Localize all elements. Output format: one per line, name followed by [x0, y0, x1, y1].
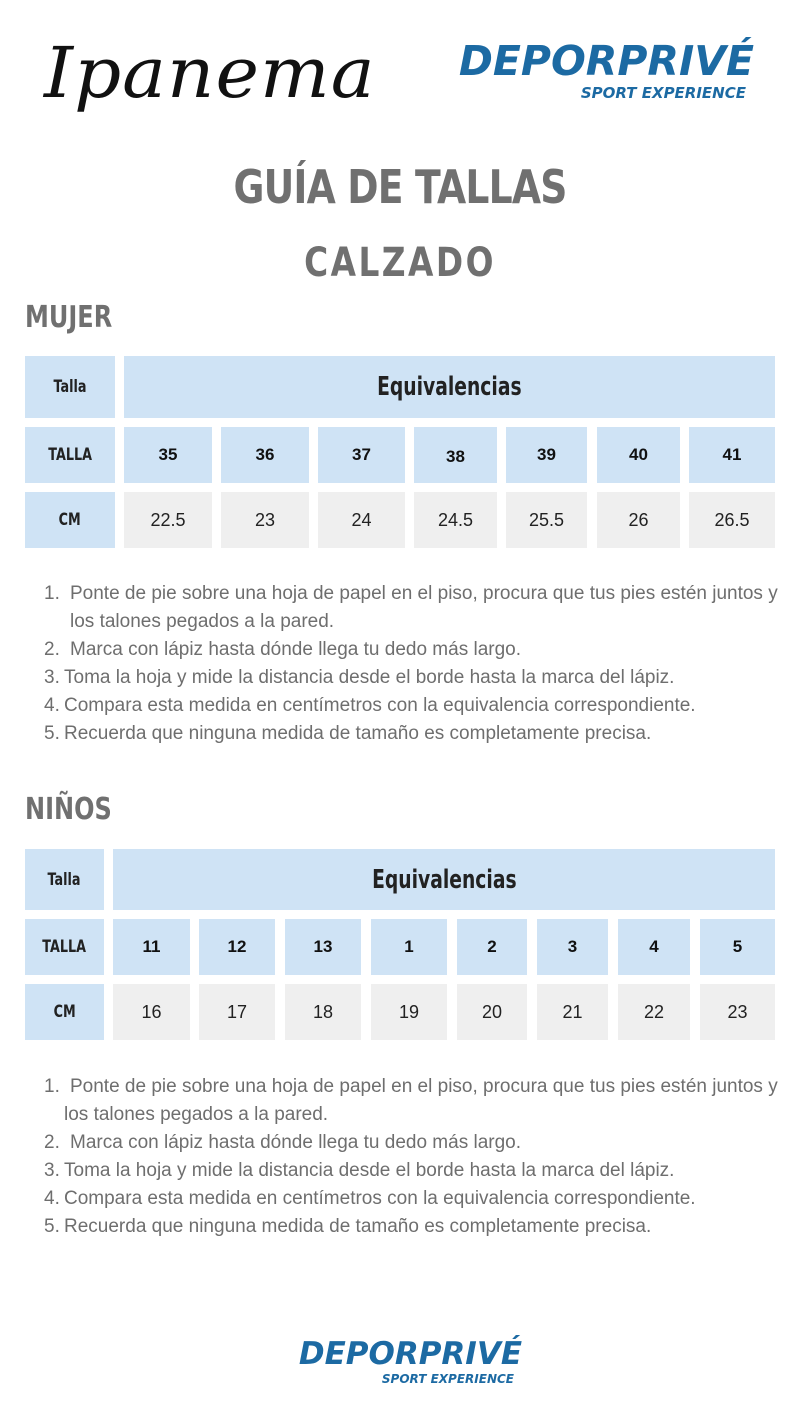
deporprive-wordmark: DEPORPRIVÉ — [458, 37, 754, 85]
section-heading-ninos: NIÑOS — [25, 792, 112, 827]
cm-value: 17 — [226, 1001, 248, 1022]
size-cell — [414, 427, 497, 483]
cm-value: 18 — [312, 1001, 334, 1022]
instruction-number: 1. — [44, 583, 60, 604]
table-header-equivalencias — [124, 356, 775, 418]
page-title: GUÍA DE TALLAS — [233, 160, 567, 214]
instruction-item — [40, 1213, 785, 1241]
cm-value: 23 — [727, 1001, 748, 1022]
cm-value: 23 — [254, 509, 276, 530]
page-subtitle: CALZADO — [304, 240, 496, 286]
cm-cell — [199, 984, 275, 1040]
cm-value: 26.5 — [714, 509, 750, 530]
size-cell — [221, 427, 309, 483]
instruction-item — [40, 1129, 785, 1157]
instruction-item — [40, 720, 785, 748]
row-label-cm-text: CM — [53, 1002, 76, 1022]
size-cell — [285, 919, 361, 975]
cm-cell — [371, 984, 447, 1040]
size-value: 1 — [404, 937, 414, 956]
equivalencias-header-label: Equivalencias — [377, 372, 522, 402]
cm-cell — [113, 984, 190, 1040]
cm-cell — [318, 492, 405, 548]
size-value: 40 — [629, 445, 648, 464]
deporprive-logo-top — [432, 38, 754, 102]
size-cell — [124, 427, 212, 483]
cm-value: 26 — [628, 509, 649, 530]
cm-cell — [700, 984, 775, 1040]
row-label-talla-text: TALLA — [42, 937, 87, 957]
cm-cell — [285, 984, 361, 1040]
instruction-item — [40, 692, 785, 720]
instruction-number: 2. — [44, 639, 60, 660]
instruction-number: 4. — [44, 1188, 60, 1209]
size-value: 11 — [142, 937, 161, 956]
instruction-number: 1. — [44, 1076, 60, 1097]
instructions-ninos — [40, 1073, 785, 1241]
instruction-number: 5. — [44, 1216, 60, 1237]
cm-value: 21 — [562, 1001, 583, 1022]
instruction-number: 5. — [44, 723, 60, 744]
instruction-text: Ponte de pie sobre una hoja de papel en el piso, procura que tus pies estén juntos y los talones pegados a la pared. — [64, 1076, 778, 1125]
row-label-talla-text: TALLA — [48, 445, 92, 465]
cm-value: 16 — [141, 1001, 162, 1022]
cm-cell — [457, 984, 527, 1040]
row-label-cm — [25, 492, 115, 548]
cm-cell — [221, 492, 309, 548]
instruction-text: Toma la hoja y mide la distancia desde el borde hasta la marca del lápiz. — [64, 1160, 675, 1181]
size-cell — [700, 919, 775, 975]
instruction-text: Ponte de pie sobre una hoja de papel en el piso, procura que tus pies estén juntos y los talones pegados a la pared. — [70, 583, 778, 632]
cm-cell — [537, 984, 608, 1040]
cm-cell — [618, 984, 690, 1040]
instruction-item — [40, 580, 785, 636]
cm-cell — [506, 492, 587, 548]
cm-value: 19 — [398, 1001, 420, 1022]
size-value: 37 — [352, 445, 371, 464]
instruction-text: Compara esta medida en centímetros con la equivalencia correspondiente. — [64, 1188, 696, 1209]
instruction-number: 3. — [44, 1160, 60, 1181]
size-cell — [537, 919, 608, 975]
instruction-item — [40, 1185, 785, 1213]
size-cell — [457, 919, 527, 975]
deporprive-tagline: SPORT EXPERIENCE — [381, 1372, 514, 1386]
size-value: 2 — [487, 937, 497, 956]
cm-value: 24.5 — [437, 509, 474, 530]
size-value: 41 — [722, 445, 742, 464]
size-value: 39 — [537, 445, 556, 464]
size-cell — [597, 427, 680, 483]
cm-value: 25.5 — [528, 509, 565, 530]
size-value: 36 — [255, 445, 275, 464]
deporprive-wordmark: DEPORPRIVÉ — [298, 1336, 522, 1372]
size-value: 12 — [227, 937, 247, 956]
row-label-cm-text: CM — [58, 510, 82, 530]
instruction-text: Recuerda que ninguna medida de tamaño es completamente precisa. — [64, 1216, 652, 1237]
cm-cell — [124, 492, 212, 548]
talla-header-label: Talla — [47, 869, 81, 890]
instruction-number: 3. — [44, 667, 60, 688]
table-header-talla — [25, 356, 115, 418]
size-value: 5 — [732, 937, 743, 956]
size-value: 4 — [649, 937, 659, 956]
cm-value: 22.5 — [150, 509, 186, 530]
size-value: 3 — [567, 937, 578, 956]
size-cell — [506, 427, 587, 483]
instructions-mujer — [40, 580, 785, 748]
instruction-text: Marca con lápiz hasta dónde llega tu dedo más largo. — [70, 639, 521, 660]
instruction-number: 2. — [44, 1132, 60, 1153]
row-label-talla — [25, 919, 104, 975]
cm-cell — [597, 492, 680, 548]
row-label-cm — [25, 984, 104, 1040]
size-cell — [618, 919, 690, 975]
instruction-text: Compara esta medida en centímetros con la equivalencia correspondiente. — [64, 695, 696, 716]
instruction-item — [40, 664, 785, 692]
size-cell — [689, 427, 775, 483]
size-value: 35 — [158, 445, 178, 464]
cm-cell — [414, 492, 497, 548]
size-cell — [371, 919, 447, 975]
instruction-text: Recuerda que ninguna medida de tamaño es completamente precisa. — [64, 723, 652, 744]
equivalencias-header-label: Equivalencias — [371, 864, 517, 895]
cm-cell — [689, 492, 775, 548]
table-header-talla — [25, 849, 104, 910]
talla-header-label: Talla — [53, 377, 87, 397]
instruction-text: Marca con lápiz hasta dónde llega tu dedo más largo. — [70, 1132, 521, 1153]
deporprive-logo-footer — [276, 1336, 522, 1386]
ipanema-logo — [44, 28, 376, 128]
size-cell — [199, 919, 275, 975]
table-header-equivalencias — [113, 849, 775, 910]
deporprive-tagline: SPORT EXPERIENCE — [580, 84, 746, 102]
instruction-item — [40, 1157, 785, 1185]
row-label-talla — [25, 427, 115, 483]
cm-value: 24 — [351, 509, 372, 530]
ipanema-wordmark: Ipanema — [44, 32, 376, 114]
section-heading-mujer: MUJER — [25, 300, 113, 335]
cm-value: 22 — [643, 1001, 665, 1022]
instruction-item — [40, 1073, 785, 1129]
size-cell — [318, 427, 405, 483]
instruction-text: Toma la hoja y mide la distancia desde el borde hasta la marca del lápiz. — [64, 667, 675, 688]
size-value: 38 — [446, 447, 465, 466]
instruction-number: 4. — [44, 695, 60, 716]
size-value: 13 — [313, 937, 333, 956]
size-cell — [113, 919, 190, 975]
cm-value: 20 — [481, 1001, 503, 1022]
instruction-item — [40, 636, 785, 664]
